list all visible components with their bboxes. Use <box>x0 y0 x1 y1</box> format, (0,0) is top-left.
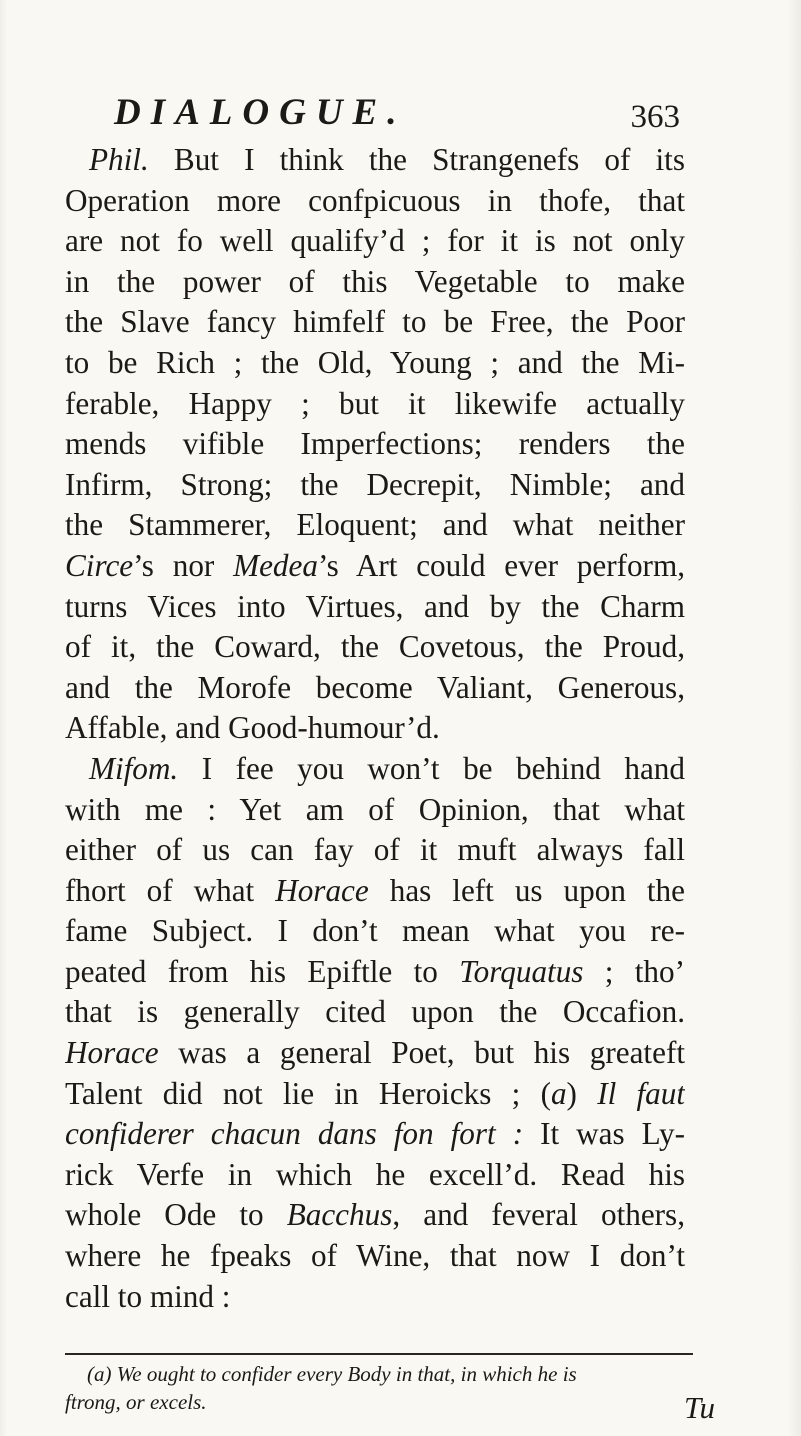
text-run: peated from his Epiftle to <box>65 953 460 989</box>
text-run: fame Subject. I don’t mean what you re- <box>65 913 685 949</box>
running-head: DIALOGUE. <box>114 92 407 133</box>
text-line <box>65 952 685 993</box>
text-run: where he fpeaks of Wine, that now I don’t <box>65 1238 685 1274</box>
text-run: either of us can fay of it muft always fall <box>65 832 685 868</box>
text-line <box>65 302 685 343</box>
footnote-line-1: (a) We ought to confider every Body in that, in which he is <box>87 1362 577 1386</box>
text-run: whole Ode to <box>65 1197 287 1233</box>
text-run: Operation more confpicuous in thofe, that <box>65 182 685 218</box>
italic-text: Torquatus <box>459 953 584 989</box>
text-line <box>65 384 685 425</box>
text-run: Talent did not lie in Heroicks ; ( <box>65 1075 551 1111</box>
text-line <box>65 830 685 871</box>
text-run: ) <box>566 1075 598 1111</box>
text-run: the Stammerer, Eloquent; and what neither <box>65 507 685 543</box>
text-run: in the power of this Vegetable to make <box>65 263 685 299</box>
text-run: ’s nor <box>133 547 234 583</box>
text-run: with me : Yet am of Opinion, that what <box>65 791 685 827</box>
text-line <box>65 1277 685 1318</box>
italic-text: Phil. <box>89 142 149 177</box>
body-text <box>65 140 685 1317</box>
text-line <box>65 1195 685 1236</box>
italic-text: Circe <box>65 547 134 583</box>
italic-text: Il faut <box>597 1075 685 1111</box>
text-line <box>65 790 685 831</box>
text-line <box>65 911 685 952</box>
italic-text: Horace <box>275 872 369 908</box>
text-line <box>65 140 685 181</box>
text-run: that is generally cited upon the Occafion. <box>65 994 685 1030</box>
text-line <box>65 749 685 790</box>
text-run: has left us upon the <box>368 872 685 908</box>
text-run: of it, the Coward, the Covetous, the Proud, <box>65 629 685 665</box>
text-run: the Slave fancy himfelf to be Free, the Poor <box>65 304 685 340</box>
text-run: ferable, Happy ; but it likewife actually <box>65 385 685 421</box>
text-run: and the Morofe become Valiant, Generous, <box>65 669 685 705</box>
text-line <box>65 992 685 1033</box>
text-line <box>65 343 685 384</box>
text-run: Affable, and Good-humour’d. <box>65 710 440 746</box>
text-line <box>65 708 685 749</box>
text-run: ’s Art could ever perform, <box>317 547 685 583</box>
text-line <box>65 424 685 465</box>
catchword: Tu <box>683 1390 715 1425</box>
text-line <box>65 505 685 546</box>
text-run: mends vifible Imperfections; renders the <box>65 426 685 462</box>
text-run: call to mind : <box>65 1278 231 1314</box>
text-line <box>65 1074 685 1115</box>
page-number: 363 <box>630 99 680 135</box>
text-run: rick Verfe in which he excell’d. Read his <box>65 1156 685 1192</box>
text-run: ; tho’ <box>583 953 685 989</box>
text-line <box>65 587 685 628</box>
text-line <box>65 871 685 912</box>
text-run: to be Rich ; the Old, Young ; and the Mi- <box>65 344 685 380</box>
text-line <box>65 1236 685 1277</box>
text-line <box>65 627 685 668</box>
text-line <box>65 668 685 709</box>
text-line <box>65 1033 685 1074</box>
italic-text: Bacchus <box>286 1197 393 1233</box>
text-run: But I think the Strangenefs of its <box>148 142 685 177</box>
text-run: It was Ly- <box>523 1116 685 1152</box>
italic-text: confiderer chacun dans fon fort : <box>65 1116 524 1152</box>
page-edge-shadow <box>787 0 801 1436</box>
text-run: I fee you won’t be behind hand <box>178 750 685 786</box>
gutter-shadow <box>0 0 8 1436</box>
text-line <box>65 181 685 222</box>
italic-text: a <box>550 1075 567 1111</box>
text-line <box>65 546 685 587</box>
italic-text: Mifom. <box>89 750 179 786</box>
italic-text: Medea <box>233 547 318 583</box>
text-run: Infirm, Strong; the Decrepit, Nimble; and <box>65 466 685 502</box>
text-line <box>65 262 685 303</box>
text-run: turns Vices into Virtues, and by the Charm <box>65 588 685 624</box>
text-run: are not fo well qualify’d ; for it is not only <box>65 223 685 259</box>
text-line <box>65 465 685 506</box>
footnote-line-2: ftrong, or excels. <box>65 1390 207 1414</box>
footnote-rule <box>65 1353 693 1355</box>
text-line <box>65 1114 685 1155</box>
footnote <box>65 1360 695 1416</box>
text-line <box>65 221 685 262</box>
page-header <box>104 88 680 138</box>
text-run: fhort of what <box>65 872 276 908</box>
text-line <box>65 1155 685 1196</box>
text-run: was a general Poet, but his greateft <box>158 1035 685 1071</box>
text-run: , and feveral others, <box>392 1197 685 1233</box>
italic-text: Horace <box>65 1035 159 1071</box>
